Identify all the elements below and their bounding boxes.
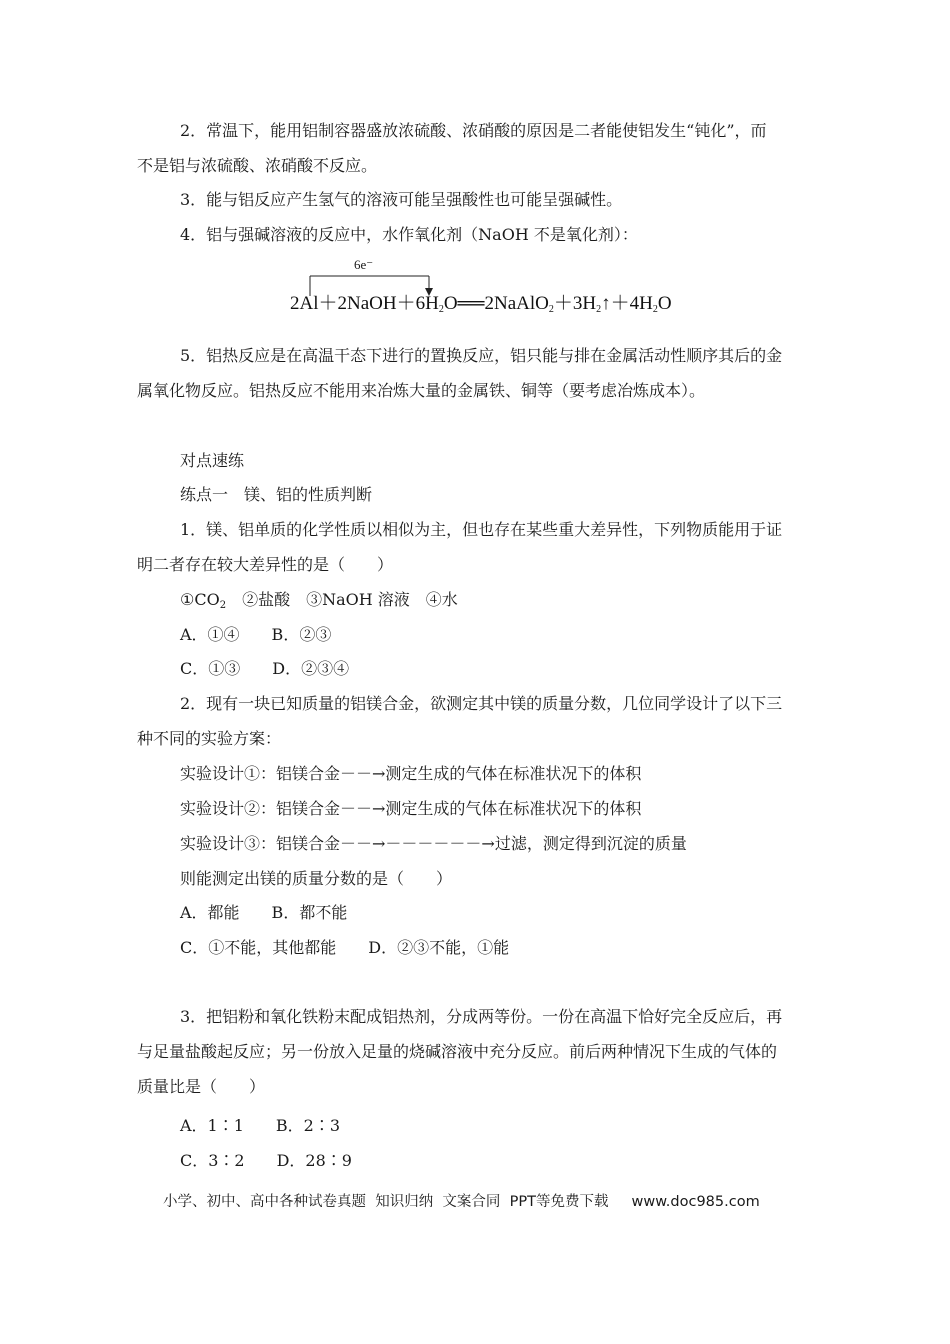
equation-text bbox=[290, 292, 672, 322]
question-1-options-cd: C．①③ D．②③④ bbox=[180, 659, 350, 678]
design-2: 实验设计②：铝镁合金－－→测定生成的气体在标准状况下的体积 bbox=[180, 799, 642, 818]
note-2-line-1: 2．常温下，能用铝制容器盛放浓硫酸、浓硝酸的原因是二者能使铝发生“钝化”，而 bbox=[180, 121, 767, 140]
note-3: 3．能与铝反应产生氢气的溶液可能呈强酸性也可能呈强碱性。 bbox=[180, 190, 623, 209]
page-footer: 小学、初中、高中各种试卷真题 知识归纳 文案合同 PPT等免费下载 www.doc985.com bbox=[163, 1194, 760, 1210]
item-co2-sub: 2 bbox=[219, 600, 227, 611]
question-3-line-1: 3．把铝粉和氧化铁粉末配成铝热剂，分成两等份。一份在高温下恰好完全反应后，再 bbox=[180, 1007, 783, 1026]
question-1-line-2: 明二者存在较大差异性的是（ ） bbox=[137, 555, 394, 574]
question-1-items bbox=[180, 589, 458, 617]
note-5-line-1: 5．铝热反应是在高温干态下进行的置换反应，铝只能与排在金属活动性顺序其后的金 bbox=[180, 346, 783, 365]
design-1: 实验设计①：铝镁合金－－→测定生成的气体在标准状况下的体积 bbox=[180, 764, 642, 783]
item-co2: ①CO bbox=[180, 590, 220, 609]
eq-part-3: ＋3H bbox=[553, 293, 597, 314]
note-5-line-2: 属氧化物反应。铝热反应不能用来冶炼大量的金属铁、铜等（要考虑冶炼成本）。 bbox=[137, 381, 706, 400]
eq-part-5: O bbox=[657, 293, 672, 314]
design-3: 实验设计③：铝镁合金－－→－－－－－－→过滤，测定得到沉淀的质量 bbox=[180, 834, 687, 853]
question-2-options-cd: C．①不能，其他都能 D．②③不能，①能 bbox=[180, 938, 510, 957]
eq-part-4: ＋4H bbox=[610, 293, 653, 314]
eq-part-2: O══2NaAlO bbox=[443, 293, 549, 314]
question-3-options-ab: A．1∶1 B．2∶3 bbox=[180, 1116, 341, 1135]
eq-sub-3: 2 bbox=[596, 304, 602, 315]
eq-part-1: 2Al＋2NaOH＋6H bbox=[290, 293, 439, 314]
question-3-line-3: 质量比是（ ） bbox=[137, 1077, 266, 1096]
practice-heading: 对点速练 bbox=[180, 451, 245, 470]
electron-count-label: 6e⁻ bbox=[354, 257, 374, 272]
question-3-options-cd: C．3∶2 D．28∶9 bbox=[180, 1151, 352, 1170]
eq-sub-2: 2 bbox=[548, 304, 554, 315]
question-1-options-ab: A．①④ B．②③ bbox=[180, 625, 332, 644]
redox-equation bbox=[288, 256, 728, 322]
eq-sub-4: 2 bbox=[652, 304, 658, 315]
question-1-line-1: 1．镁、铝单质的化学性质以相似为主，但也存在某些重大差异性，下列物质能用于证 bbox=[180, 520, 783, 539]
question-2-line-2: 种不同的实验方案： bbox=[137, 729, 282, 748]
eq-sub-1: 2 bbox=[438, 304, 444, 315]
question-2-options-ab: A．都能 B．都不能 bbox=[180, 903, 348, 922]
question-3-line-2: 与足量盐酸起反应；另一份放入足量的烧碱溶液中充分反应。前后两种情况下生成的气体的 bbox=[137, 1042, 778, 1061]
question-2-ask: 则能测定出镁的质量分数的是（ ） bbox=[180, 869, 453, 888]
items-rest: ②盐酸 ③NaOH 溶液 ④水 bbox=[226, 590, 458, 609]
gas-up-arrow-icon: ↑ bbox=[601, 293, 611, 314]
note-2-line-2: 不是铝与浓硫酸、浓硝酸不反应。 bbox=[137, 156, 378, 175]
question-2-line-1: 2．现有一块已知质量的铝镁合金，欲测定其中镁的质量分数，几位同学设计了以下三 bbox=[180, 694, 783, 713]
note-4: 4．铝与强碱溶液的反应中，水作氧化剂（NaOH 不是氧化剂）： bbox=[180, 225, 638, 244]
section-1-title: 练点一 镁、铝的性质判断 bbox=[180, 485, 373, 504]
